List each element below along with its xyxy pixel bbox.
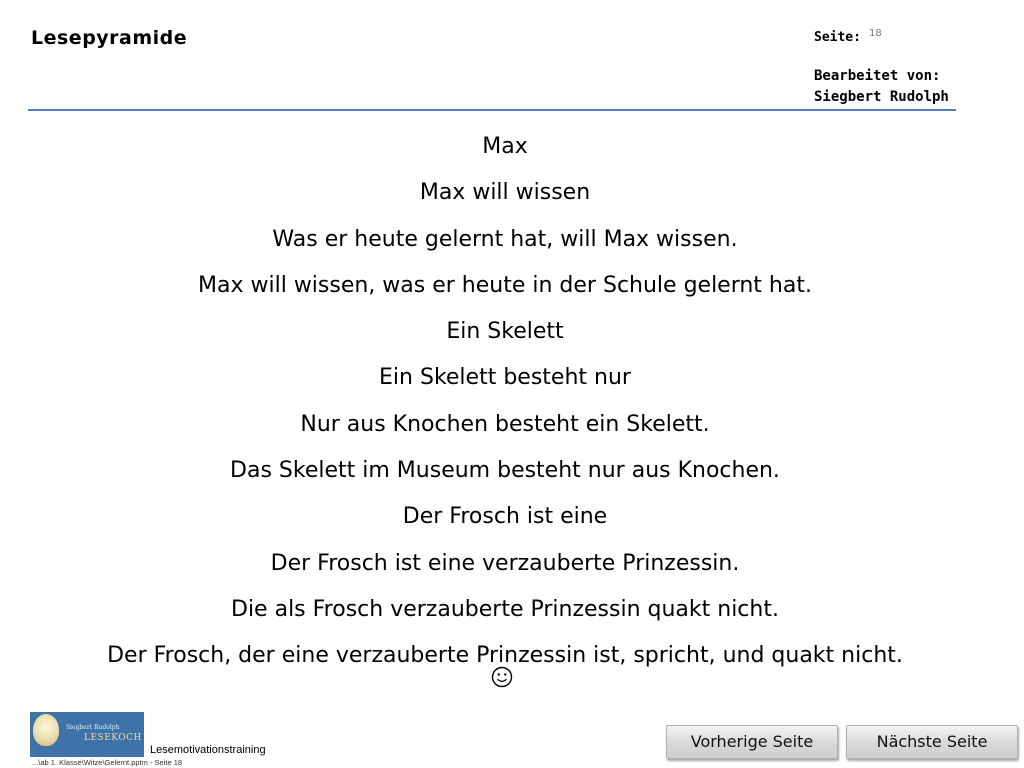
header-divider (28, 109, 956, 111)
page-meta (814, 26, 1014, 105)
pyramid-line: Nur aus Knochen besteht ein Skelett. (300, 411, 710, 437)
lesekoch-logo (30, 712, 144, 757)
next-page-button[interactable]: Nächste Seite (846, 725, 1018, 759)
edited-by (814, 66, 949, 108)
pyramid-line: Ein Skelett (446, 319, 564, 345)
footer-label: Lesemotivationstraining (150, 744, 266, 756)
edited-by-name: Siegbert Rudolph (814, 89, 949, 105)
lightbulb-icon (33, 714, 59, 746)
pyramid-line: Max will wissen, was er heute in der Schule gelernt hat. (198, 272, 812, 298)
footer-file-path: ...\ab 1. Klasse\Witze\Gelernt.pptm - Seite 18 (32, 758, 183, 767)
pyramid-line: Max (482, 134, 528, 159)
page-label: Seite: (814, 30, 861, 45)
page-title: Lesepyramide (31, 27, 188, 49)
page-number: 18 (869, 28, 882, 39)
smiley-icon (490, 665, 514, 689)
edited-by-label: Bearbeitet von: (814, 68, 941, 84)
pyramid-line: Das Skelett im Museum besteht nur aus Knochen. (230, 458, 780, 484)
pyramid-line: Der Frosch ist eine verzauberte Prinzessin. (270, 550, 740, 576)
pyramid-line: Die als Frosch verzauberte Prinzessin quakt nicht. (231, 596, 779, 622)
logo-author: Siegbert Rudolph (66, 724, 120, 731)
pyramid-line: Der Frosch ist eine (402, 504, 608, 530)
logo-brand: LESEKOCH (84, 733, 142, 743)
previous-page-button[interactable]: Vorherige Seite (666, 725, 838, 759)
pyramid-line: Was er heute gelernt hat, will Max wissen. (272, 226, 738, 252)
pyramid-line: Max will wissen (419, 180, 591, 206)
pyramid-line: Der Frosch, der eine verzauberte Prinzessin ist, spricht, und quakt nicht. (107, 643, 903, 669)
reading-pyramid (0, 124, 1010, 680)
pyramid-line: Ein Skelett besteht nur (379, 365, 631, 391)
